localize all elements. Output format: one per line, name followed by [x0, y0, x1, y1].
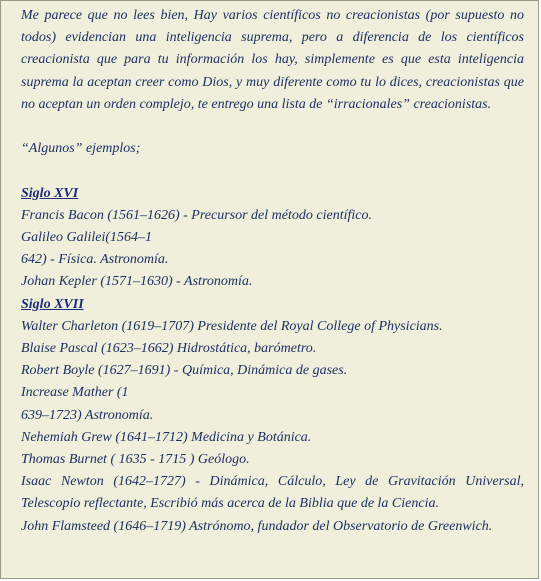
- examples-label: “Algunos” ejemplos;: [21, 141, 141, 157]
- list-item: 639–1723) Astronomía.: [21, 407, 154, 423]
- list-item: Robert Boyle (1627–1691) - Química, Dinámica de gases.: [21, 363, 348, 379]
- intro-paragraph: Me parece que no lees bien, Hay varios científicos no creacionistas (por supuesto no todos) evidencian una inteligencia suprema, pero a diferencia de los científicos creacionista que para tu información los hay, simplemente es que esta inteligencia suprema la aceptan creer como Dios, y muy diferente como tu lo dices, creacionistas que no aceptan un orden complejo, te entrego una lista de “irracionales” creacionistas.: [21, 8, 524, 112]
- list-item: Walter Charleton (1619–1707) Presidente del Royal College of Physicians.: [21, 318, 443, 334]
- list-item: John Flamsteed (1646–1719) Astrónomo, fundador del Observatorio de Greenwich.: [21, 518, 493, 534]
- list-item: Nehemiah Grew (1641–1712) Medicina y Botánica.: [21, 429, 312, 445]
- spacer: [21, 116, 524, 138]
- quote-content: [1, 1, 538, 538]
- list-item: Galileo Galilei(1564–1: [21, 230, 153, 245]
- century-heading-xvi: Siglo XVI: [21, 185, 79, 201]
- list-item: Blaise Pascal (1623–1662) Hidrostática, barómetro.: [21, 341, 317, 357]
- list-item: Thomas Burnet ( 1635 - 1715 ) Geólogo.: [21, 452, 250, 468]
- spacer: [21, 160, 524, 182]
- list-item: Johan Kepler (1571–1630) - Astronomía.: [21, 274, 253, 290]
- list-item: 642) - Física. Astronomía.: [21, 252, 169, 268]
- century-heading-xvii: Siglo XVII: [21, 296, 84, 312]
- list-item: Francis Bacon (1561–1626) - Precursor del método científico.: [21, 207, 372, 223]
- list-item: Isaac Newton (1642–1727) - Dinámica, Cálculo, Ley de Gravitación Universal, Telescopio reflectante, Escribió más acerca de la Biblia que de la Ciencia.: [21, 474, 524, 512]
- list-item: Increase Mather (1: [21, 385, 129, 401]
